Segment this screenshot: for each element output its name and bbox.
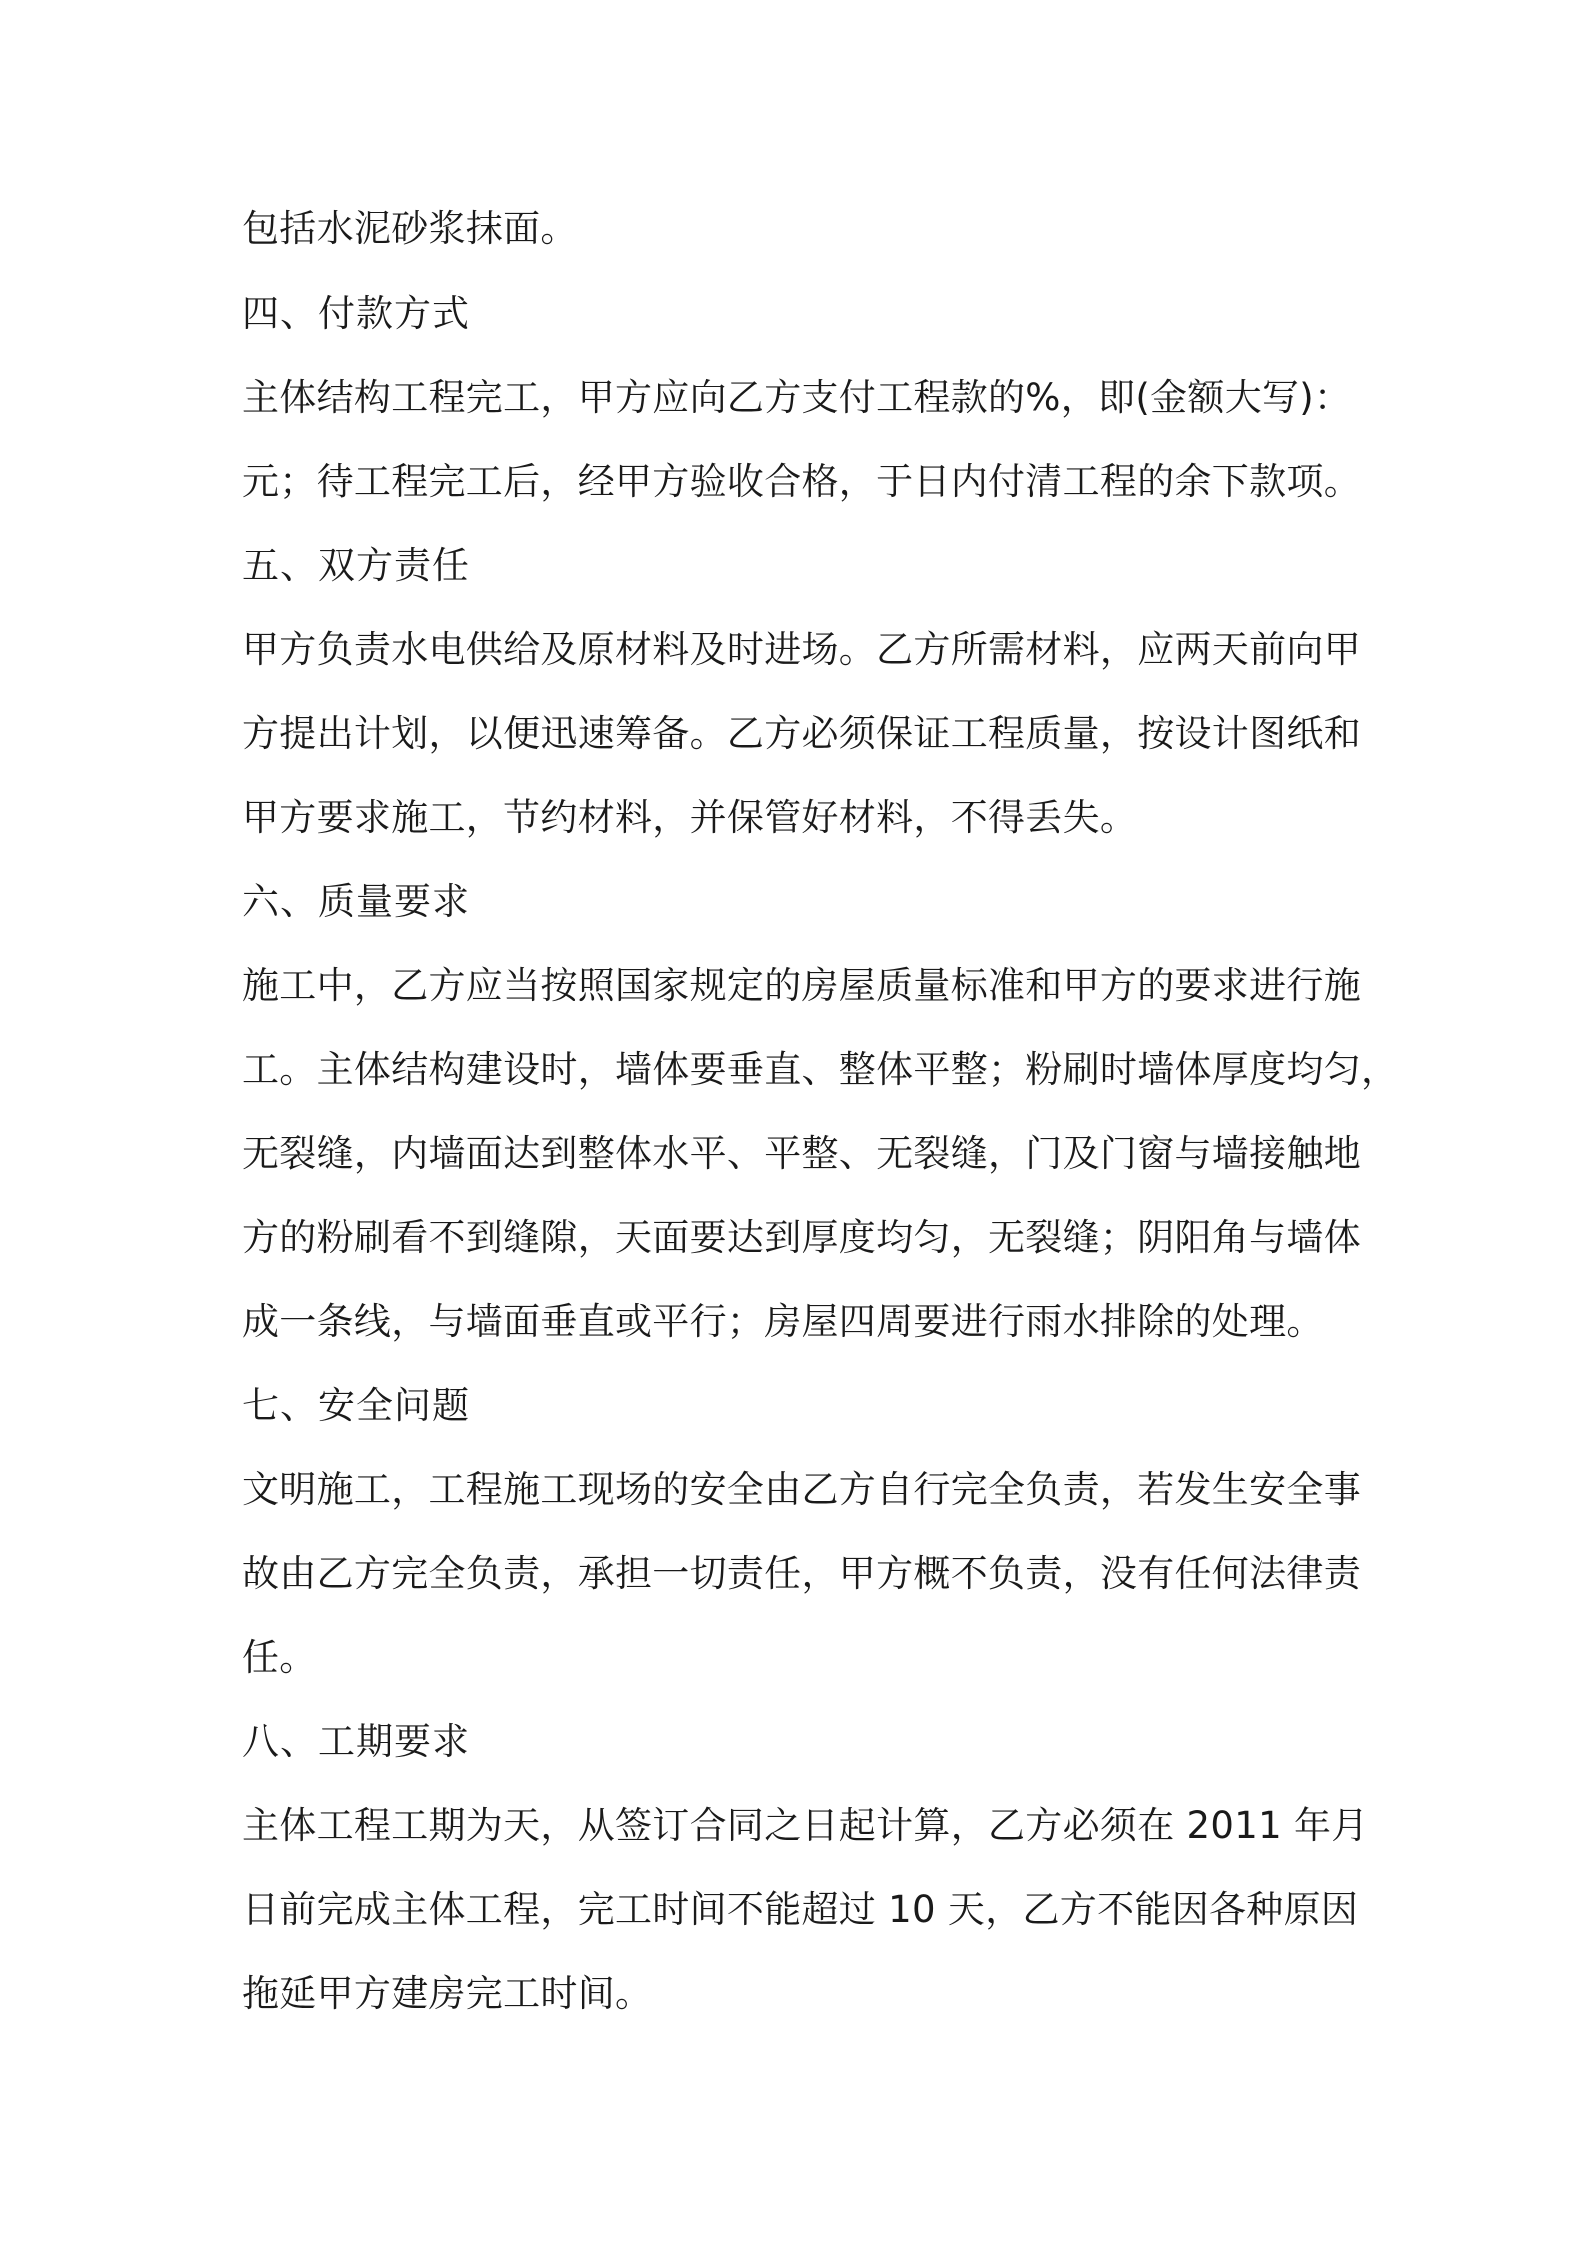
paragraph-line: 方的粉刷看不到缝隙，天面要达到厚度均匀，无裂缝；阴阳角与墙体 — [242, 1216, 1361, 1259]
section-heading-safety: 七、安全问题 — [242, 1384, 470, 1427]
section-heading-payment: 四、付款方式 — [242, 292, 470, 335]
paragraph-line: 方提出计划，以便迅速筹备。乙方必须保证工程质量，按设计图纸和 — [242, 712, 1361, 755]
section-heading-responsibilities: 五、双方责任 — [242, 544, 470, 587]
section-heading-quality: 六、质量要求 — [242, 880, 470, 923]
paragraph-line: 拖延甲方建房完工时间。 — [242, 1972, 653, 2015]
paragraph-line: 成一条线，与墙面垂直或平行；房屋四周要进行雨水排除的处理。 — [242, 1300, 1324, 1343]
paragraph-line: 甲方负责水电供给及原材料及时进场。乙方所需材料，应两天前向甲 — [242, 628, 1361, 671]
paragraph-line: 包括水泥砂浆抹面。 — [242, 207, 578, 250]
paragraph-line: 故由乙方完全负责，承担一切责任，甲方概不负责，没有任何法律责 — [242, 1552, 1361, 1595]
paragraph-line: 任。 — [242, 1636, 317, 1679]
paragraph-line: 日前完成主体工程，完工时间不能超过 10 天，乙方不能因各种原因 — [242, 1888, 1359, 1931]
paragraph-line: 施工中，乙方应当按照国家规定的房屋质量标准和甲方的要求进行施 — [242, 964, 1361, 1007]
section-heading-schedule: 八、工期要求 — [242, 1720, 470, 1763]
paragraph-line: 主体结构工程完工，甲方应向乙方支付工程款的%，即(金额大写)： — [242, 376, 1352, 419]
paragraph-line: 文明施工，工程施工现场的安全由乙方自行完全负责，若发生安全事 — [242, 1468, 1361, 1511]
paragraph-line: 无裂缝，内墙面达到整体水平、平整、无裂缝，门及门窗与墙接触地 — [242, 1132, 1361, 1175]
paragraph-line: 主体工程工期为天，从签订合同之日起计算，乙方必须在 2011 年月 — [242, 1804, 1369, 1847]
paragraph-line: 甲方要求施工，节约材料，并保管好材料，不得丢失。 — [242, 796, 1138, 839]
paragraph-line: 工。主体结构建设时，墙体要垂直、整体平整；粉刷时墙体厚度均匀， — [242, 1048, 1399, 1091]
paragraph-line: 元；待工程完工后，经甲方验收合格，于日内付清工程的余下款项。 — [242, 460, 1361, 503]
